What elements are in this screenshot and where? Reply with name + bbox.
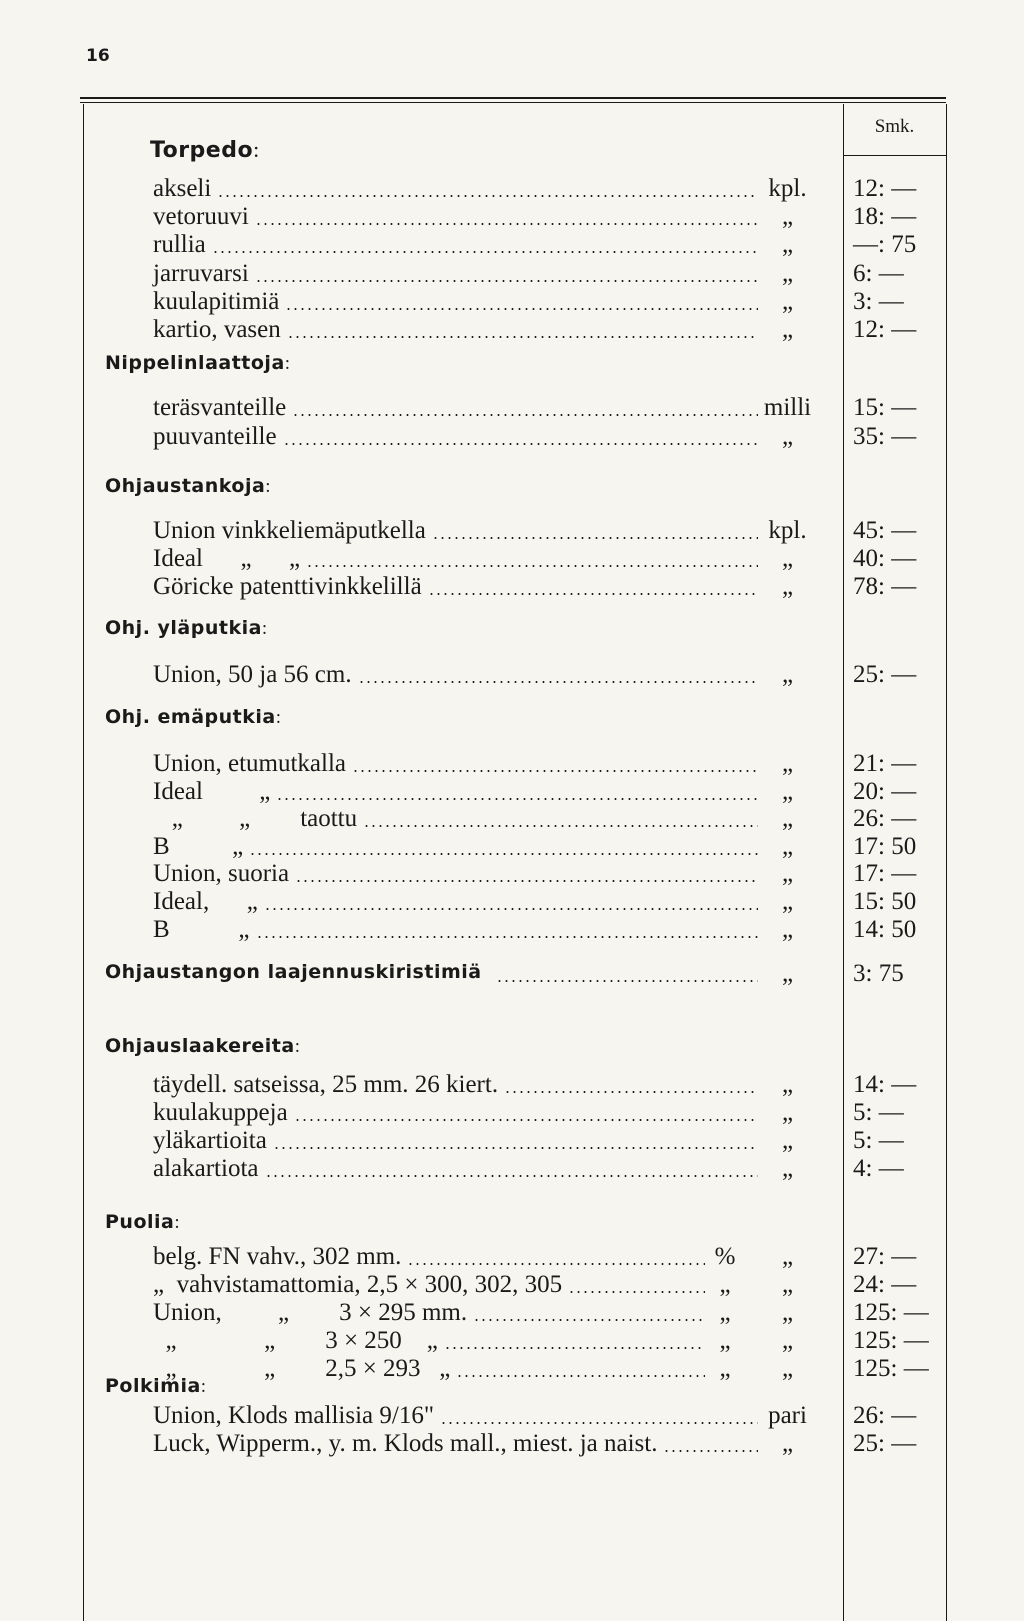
leader-dots <box>255 280 758 282</box>
table-row <box>0 751 1024 777</box>
item-description: kuulapitimiä <box>153 288 280 315</box>
item-description: „ „ 3 × 250 „ <box>153 1327 438 1354</box>
leader-dots <box>292 414 758 416</box>
item-unit: „ <box>781 1271 794 1298</box>
section-heading-text: Nippelinlaattoja <box>105 352 285 374</box>
leader-dots <box>285 308 758 310</box>
item-description: akseli <box>153 175 212 202</box>
item-price: 17: 50 <box>853 833 917 860</box>
item-price: 5: — <box>853 1127 904 1154</box>
section-heading <box>105 352 291 375</box>
section-heading-text: Ohjaustangon laajennuskiristimiä <box>105 961 482 983</box>
table-row <box>0 889 1024 915</box>
item-unit: kpl. <box>768 517 807 544</box>
top-rule-thin <box>80 102 946 103</box>
item-unit: „ <box>781 316 794 343</box>
item-description: Union vinkkeliemäputkella <box>153 517 426 544</box>
item-price: 17: — <box>853 860 917 887</box>
item-description: täydell. satseissa, 25 mm. 26 kiert. <box>153 1071 499 1098</box>
item-description: puuvanteille <box>153 423 277 450</box>
table-row <box>0 961 1024 987</box>
item-sub-unit: % <box>714 1243 736 1270</box>
leader-dots <box>663 1450 758 1452</box>
leader-dots <box>473 1319 705 1321</box>
leader-dots <box>363 825 758 827</box>
item-unit: „ <box>781 1430 794 1457</box>
table-row <box>0 662 1024 688</box>
item-unit: „ <box>781 960 794 987</box>
leader-dots <box>456 1375 705 1377</box>
leader-dots <box>496 980 758 982</box>
section-heading-text: Puolia <box>105 1211 175 1233</box>
item-price: 78: — <box>853 573 917 600</box>
item-price: 20: — <box>853 778 917 805</box>
leader-dots <box>432 537 758 539</box>
item-description: „ vahvistamattomia, 2,5 × 300, 302, 305 <box>153 1271 563 1298</box>
heading-colon: : <box>200 1376 207 1397</box>
item-price: 12: — <box>853 175 917 202</box>
item-sub-unit: „ <box>719 1271 731 1298</box>
item-price: 125: — <box>853 1299 929 1326</box>
item-unit: „ <box>781 1327 794 1354</box>
item-description: belg. FN vahv., 302 mm. <box>153 1243 402 1270</box>
item-price: 15: 50 <box>853 888 917 915</box>
item-price: 14: 50 <box>853 916 917 943</box>
item-description: Göricke patenttivinkkelillä <box>153 573 422 600</box>
table-row <box>0 1300 1024 1326</box>
item-price: 4: — <box>853 1155 904 1182</box>
section-heading <box>105 1035 300 1058</box>
leader-dots <box>276 798 758 800</box>
leader-dots <box>249 853 758 855</box>
section-heading <box>105 475 271 498</box>
table-row <box>0 1156 1024 1182</box>
leader-dots <box>568 1291 705 1293</box>
item-description: Union, suoria <box>153 860 290 887</box>
item-price: —: 75 <box>853 231 917 258</box>
heading-colon: : <box>275 707 282 728</box>
item-sub-unit: „ <box>719 1327 731 1354</box>
item-price: 25: — <box>853 1430 917 1457</box>
heading-colon: : <box>284 353 291 374</box>
item-unit: „ <box>781 1355 794 1382</box>
item-unit: „ <box>781 573 794 600</box>
item-unit: „ <box>781 1155 794 1182</box>
item-unit: „ <box>781 260 794 287</box>
section-heading <box>105 706 282 729</box>
table-row <box>0 1244 1024 1270</box>
item-description: Union, etumutkalla <box>153 750 347 777</box>
leader-dots <box>428 593 758 595</box>
table-row <box>0 1328 1024 1354</box>
table-row <box>0 289 1024 315</box>
section-heading-text: Ohj. yläputkia <box>105 617 262 639</box>
leader-dots <box>212 251 758 253</box>
section-heading-text: Torpedo <box>150 138 254 163</box>
section-heading <box>105 1375 207 1398</box>
section-heading-text: Ohjauslaakereita <box>105 1035 295 1057</box>
leader-dots <box>444 1347 705 1349</box>
item-unit: „ <box>781 805 794 832</box>
leader-dots <box>287 336 758 338</box>
item-price: 3: — <box>853 288 904 315</box>
item-unit: „ <box>781 750 794 777</box>
table-row <box>0 1403 1024 1429</box>
leader-dots <box>264 908 758 910</box>
table-row <box>0 806 1024 832</box>
item-description: Union, „ 3 × 295 mm. <box>153 1299 468 1326</box>
item-sub-unit: „ <box>719 1299 731 1326</box>
item-description: Ideal, „ <box>153 888 258 915</box>
item-price: 15: — <box>853 394 917 421</box>
item-sub-unit: „ <box>719 1355 731 1382</box>
table-row <box>0 1128 1024 1154</box>
leader-dots <box>265 1175 758 1177</box>
leader-dots <box>294 1119 758 1121</box>
item-unit: „ <box>781 1127 794 1154</box>
item-price: 3: 75 <box>853 960 904 987</box>
item-unit: „ <box>781 1243 794 1270</box>
item-unit: pari <box>768 1402 807 1429</box>
item-description: kuulakuppeja <box>153 1099 288 1126</box>
item-unit: „ <box>781 916 794 943</box>
table-row <box>0 779 1024 805</box>
item-price: 12: — <box>853 316 917 343</box>
leader-dots <box>440 1422 758 1424</box>
section-heading <box>105 1211 180 1234</box>
item-description: yläkartioita <box>153 1127 267 1154</box>
table-row <box>0 232 1024 258</box>
heading-colon: : <box>261 618 268 639</box>
leader-dots <box>217 195 758 197</box>
item-description: B „ <box>153 916 250 943</box>
table-row <box>0 518 1024 544</box>
item-description: Union, 50 ja 56 cm. <box>153 661 352 688</box>
item-unit: kpl. <box>768 175 807 202</box>
table-row <box>0 261 1024 287</box>
item-description: Ideal „ „ <box>153 545 301 572</box>
item-price: 35: — <box>853 423 917 450</box>
table-row <box>0 834 1024 860</box>
item-unit: „ <box>781 860 794 887</box>
table-row <box>0 204 1024 230</box>
leader-dots <box>273 1147 758 1149</box>
item-description: kartio, vasen <box>153 316 281 343</box>
leader-dots <box>255 223 758 225</box>
leader-dots <box>358 681 758 683</box>
item-description: Ideal „ <box>153 778 271 805</box>
item-price: 45: — <box>853 517 917 544</box>
item-price: 40: — <box>853 545 917 572</box>
table-row <box>0 917 1024 943</box>
table-row <box>0 1431 1024 1457</box>
table-row <box>0 395 1024 421</box>
leader-dots <box>306 565 758 567</box>
table-row <box>0 424 1024 450</box>
item-price: 5: — <box>853 1099 904 1126</box>
section-heading-text: Ohj. emäputkia <box>105 706 276 728</box>
item-price: 26: — <box>853 1402 917 1429</box>
table-row <box>0 1100 1024 1126</box>
item-unit: „ <box>781 888 794 915</box>
item-price: 26: — <box>853 805 917 832</box>
heading-colon: : <box>265 476 272 497</box>
item-price: 27: — <box>853 1243 917 1270</box>
item-unit: „ <box>781 203 794 230</box>
table-row <box>0 317 1024 343</box>
item-unit: „ <box>781 1299 794 1326</box>
item-description: Luck, Wipperm., y. m. Klods mall., miest. ja naist. <box>153 1430 658 1457</box>
item-price: 18: — <box>853 203 917 230</box>
table-row <box>0 861 1024 887</box>
heading-colon: : <box>294 1036 301 1057</box>
heading-colon: : <box>253 137 260 162</box>
item-description: alakartiota <box>153 1155 259 1182</box>
item-unit: „ <box>781 288 794 315</box>
price-column-header: Smk. <box>874 116 915 137</box>
leader-dots <box>504 1091 758 1093</box>
leader-dots <box>352 770 758 772</box>
top-rule <box>80 97 946 99</box>
item-description: „ „ taottu <box>153 805 358 832</box>
table-row <box>0 1272 1024 1298</box>
section-heading-text: Ohjaustankoja <box>105 475 266 497</box>
item-description: rullia <box>153 231 206 258</box>
item-price: 125: — <box>853 1355 929 1382</box>
item-unit: milli <box>763 394 812 421</box>
section-heading-text: Polkimia <box>105 1375 201 1397</box>
item-unit: „ <box>781 1071 794 1098</box>
item-description: „ „ 2,5 × 293 „ <box>153 1355 451 1382</box>
table-row <box>0 176 1024 202</box>
item-price: 125: — <box>853 1327 929 1354</box>
table-row <box>0 546 1024 572</box>
leader-dots <box>256 936 758 938</box>
item-unit: „ <box>781 661 794 688</box>
section-heading <box>150 137 260 163</box>
leader-dots <box>295 880 758 882</box>
item-price: 24: — <box>853 1271 917 1298</box>
item-unit: „ <box>781 833 794 860</box>
table-row <box>0 1072 1024 1098</box>
item-unit: „ <box>781 423 794 450</box>
price-header-rule <box>843 155 946 156</box>
heading-colon: : <box>174 1212 181 1233</box>
item-description: teräsvanteille <box>153 394 287 421</box>
item-unit: „ <box>781 778 794 805</box>
leader-dots <box>283 443 758 445</box>
item-price: 21: — <box>853 750 917 777</box>
leader-dots <box>407 1263 705 1265</box>
item-description: jarruvarsi <box>153 260 249 287</box>
item-description: Union, Klods mallisia 9/16" <box>153 1402 435 1429</box>
item-price: 6: — <box>853 260 904 287</box>
section-heading <box>105 617 268 640</box>
item-price: 14: — <box>853 1071 917 1098</box>
item-unit: „ <box>781 1099 794 1126</box>
item-description: B „ <box>153 833 244 860</box>
table-row <box>0 574 1024 600</box>
item-description: vetoruuvi <box>153 203 249 230</box>
item-unit: „ <box>781 545 794 572</box>
item-unit: „ <box>781 231 794 258</box>
item-price: 25: — <box>853 661 917 688</box>
page-number: 16 <box>86 46 110 66</box>
